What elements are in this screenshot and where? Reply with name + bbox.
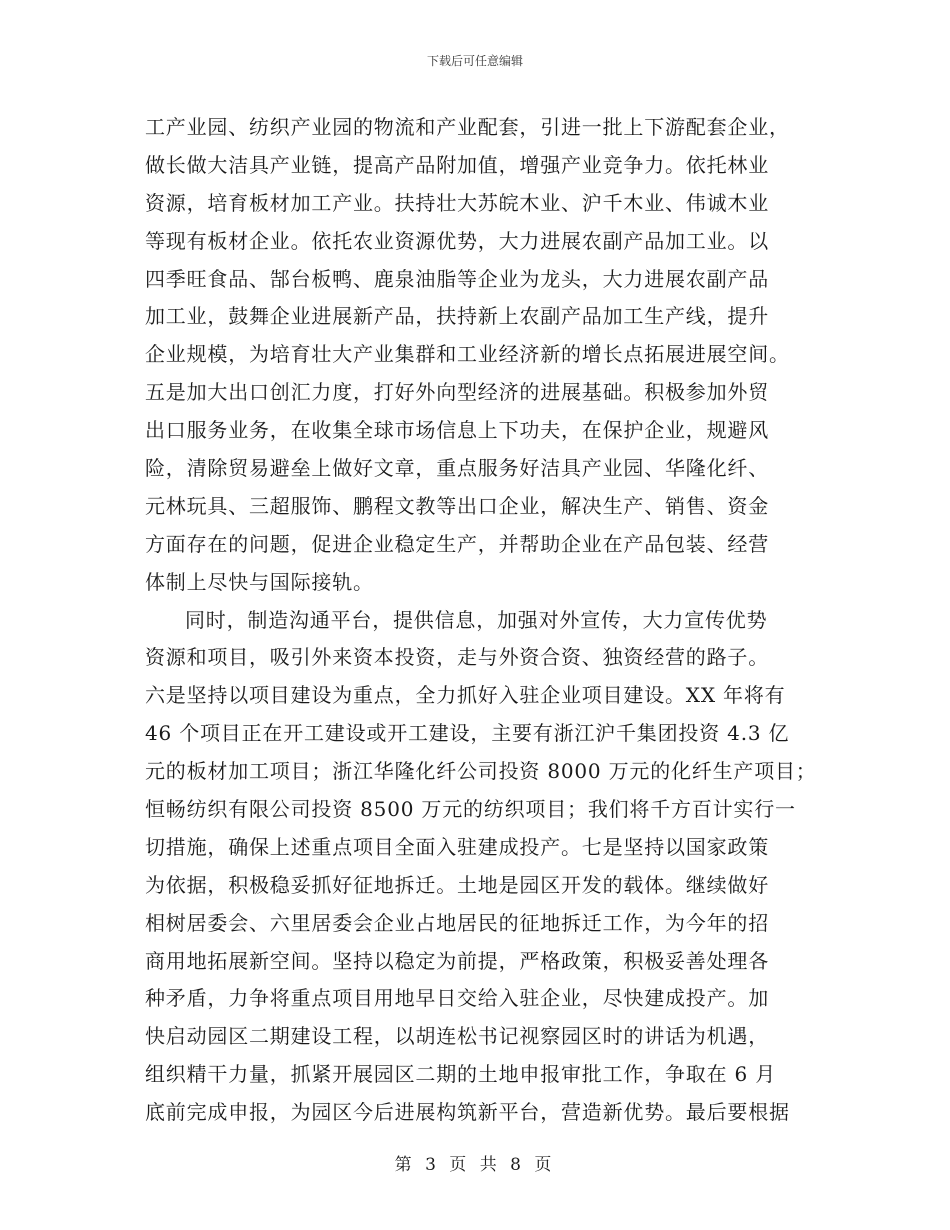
text-line: 资源和项目，吸引外来资本投资，走与外资合资、独资经营的路子。 — [145, 645, 769, 670]
text-line: 体制上尽快与国际接轨。 — [145, 569, 374, 594]
text-line: 加工业，鼓舞企业进展新产品，扶持新上农副产品加工生产线，提升 — [145, 304, 769, 329]
text-line: 元的板材加工项目；浙江华隆化纤公司投资 8000 万元的化纤生产项目； — [145, 759, 817, 784]
text-line: 等现有板材企业。依托农业资源优势，大力进展农副产品加工业。以 — [145, 228, 769, 253]
text-line: 工产业园、纺织产业园的物流和产业配套，引进一批上下游配套企业， — [145, 115, 790, 139]
text-line: 46 个项目正在开工建设或开工建设，主要有浙江沪千集团投资 4.3 亿 — [145, 721, 790, 746]
text-line: 做长做大洁具产业链，提高产品附加值，增强产业竞争力。依托林业 — [145, 152, 769, 177]
text-line: 出口服务业务，在收集全球市场信息上下功夫，在保护企业，规避风 — [145, 418, 769, 443]
text-line: 商用地拓展新空间。坚持以稳定为前提，严格政策，积极妥善处理各 — [145, 948, 769, 973]
page-number-footer: 第 3 页 共 8 页 — [394, 1155, 556, 1175]
text-line: 恒畅纺织有限公司投资 8500 万元的纺织项目；我们将千方百计实行一 — [145, 797, 796, 822]
document-body — [145, 109, 815, 1132]
page-header: 下载后可任意编辑 — [426, 54, 523, 68]
text-line: 险，清除贸易避垒上做好文章，重点服务好洁具产业园、华隆化纤、 — [145, 456, 769, 481]
paragraph-first-line: 同时，制造沟通平台，提供信息，加强对外宣传，大力宣传优势 — [185, 607, 768, 632]
text-line: 种矛盾，力争将重点项目用地早日交给入驻企业，尽快建成投产。加 — [145, 986, 769, 1011]
text-line: 底前完成申报，为园区今后进展构筑新平台，营造新优势。最后要根据 — [145, 1100, 790, 1125]
text-line: 五是加大出口创汇力度，打好外向型经济的进展基础。积极参加外贸 — [145, 380, 769, 405]
text-line: 企业规模，为培育壮大产业集群和工业经济新的增长点拓展进展空间。 — [145, 342, 790, 367]
text-line: 元林玩具、三超服饰、鹏程文教等出口企业，解决生产、销售、资金 — [145, 493, 769, 518]
text-line: 相树居委会、六里居委会企业占地居民的征地拆迁工作，为今年的招 — [145, 910, 769, 935]
text-line: 组织精干力量，抓紧开展园区二期的土地申报审批工作，争取在 6 月 — [145, 1062, 777, 1087]
text-line: 资源，培育板材加工产业。扶持壮大苏皖木业、沪千木业、伟诚木业 — [145, 190, 769, 215]
text-line: 切措施，确保上述重点项目全面入驻建成投产。七是坚持以国家政策 — [145, 834, 769, 859]
text-line: 快启动园区二期建设工程，以胡连松书记视察园区时的讲话为机遇， — [145, 1024, 769, 1049]
text-line: 六是坚持以项目建设为重点，全力抓好入驻企业项目建设。XX 年将有 — [145, 683, 786, 708]
text-line: 为依据，积极稳妥抓好征地拆迁。土地是园区开发的载体。继续做好 — [145, 872, 769, 897]
text-line: 四季旺食品、郜台板鸭、鹿泉油脂等企业为龙头，大力进展农副产品 — [145, 266, 769, 291]
text-line: 方面存在的问题，促进企业稳定生产，并帮助企业在产品包装、经营 — [145, 531, 769, 556]
